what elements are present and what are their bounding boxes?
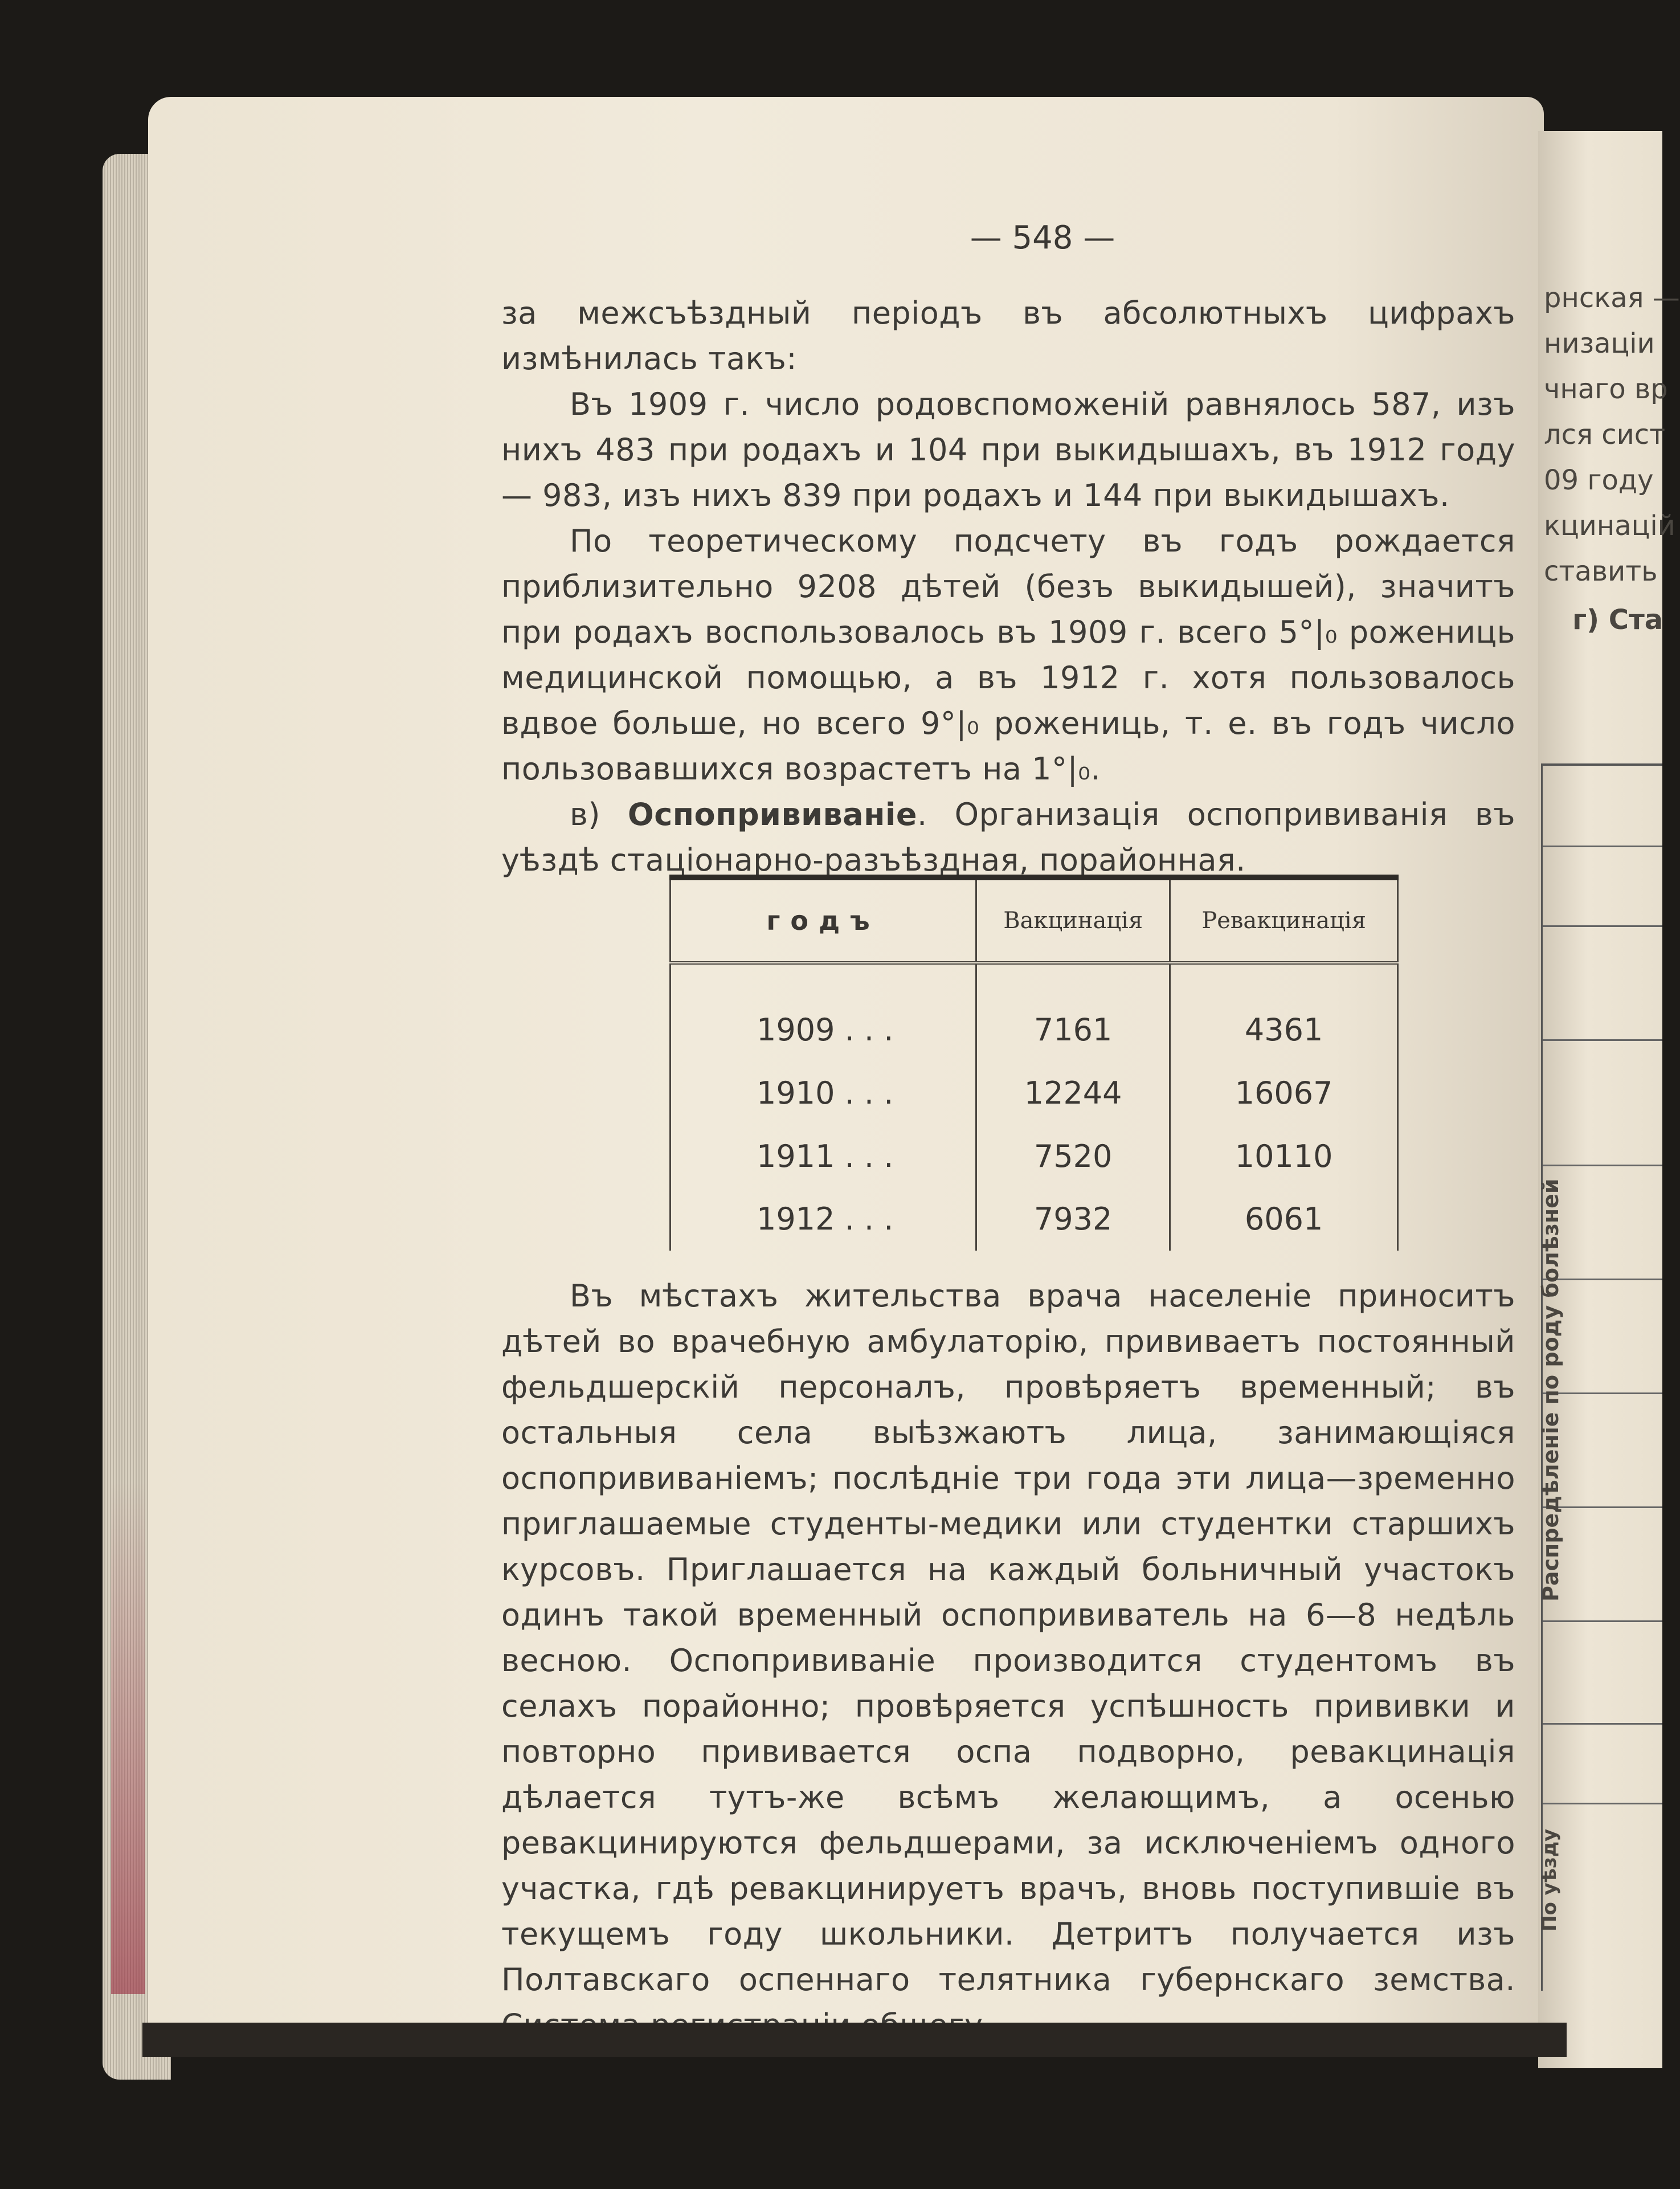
col-header-year: годъ <box>671 877 976 963</box>
cell-revaccination: 16067 <box>1170 1061 1398 1125</box>
paragraph-2: Въ 1909 г. число родовспоможеній равнялось 587, изъ нихъ 483 при родахъ и 104 при выкидышахъ, въ 1912 году— 983, изъ нихъ 839 при родахъ и 144 при выкидышахъ. <box>501 386 1515 513</box>
adjacent-line: чнаго вр <box>1544 373 1668 405</box>
section-paragraph <box>501 792 1515 883</box>
cell-revaccination: 4361 <box>1170 963 1398 1061</box>
table-row <box>671 1187 1398 1251</box>
adjacent-line: лся сист <box>1544 419 1666 451</box>
grid-cell <box>1543 925 1662 1041</box>
closing-paragraph: Въ мѣстахъ жительства врача населеніе приноситъ дѣтей во врачебную амбулаторію, прививаетъ постоянный фельдшерскій персоналъ, провѣряетъ временный; въ остальныя села выѣзжаютъ лица, занимающіяся оспопрививаніемъ; послѣдніе три года эти лица—зременно приглашаемые студенты-медики или студентки старшихъ курсовъ. Приглашается на каждый больничный участокъ одинъ такой временный оспопрививатель на 6—8 недѣль весною. Оспопрививаніе производится студентомъ въ селахъ порайонно; провѣряется успѣшность прививки и повторно прививается оспа подворно, ревакцинація дѣлается тутъ-же всѣмъ желающимъ, а осенью ревакцинируются фельдшерами, за исключеніемъ одного участка, гдѣ ревакцинируетъ врачъ, вновь поступившіе въ текущемъ году школьники. Детритъ получается изъ Полтавскаго оспеннаго телятника губернскаго земства. <box>501 1278 1515 1998</box>
cell-year: 1909 . . . <box>671 963 976 1061</box>
adjacent-vertical-label: Распредѣленіе по роду болѣзней <box>1538 1178 1563 1602</box>
cell-vaccination: 7520 <box>976 1125 1170 1188</box>
page-body-continued <box>501 1273 1515 2048</box>
adjacent-line: низаціи <box>1544 328 1655 360</box>
adjacent-line: рнская — <box>1544 282 1680 314</box>
adjacent-subheading: г) Ста <box>1572 604 1663 636</box>
section-text: . Организація оспопрививанія въ уѣздѣ стаціонарно-разъѣздная, порайонная. <box>501 797 1515 878</box>
page-number: — 548 — <box>970 219 1115 256</box>
adjacent-line: 09 году <box>1544 464 1654 496</box>
page-body <box>501 291 1515 883</box>
adjacent-line: кцинацій <box>1544 510 1675 542</box>
vaccination-table <box>669 875 1399 1251</box>
cell-vaccination: 7932 <box>976 1187 1170 1251</box>
cell-year: 1912 . . . <box>671 1187 976 1251</box>
table-row <box>671 1125 1398 1188</box>
book-spine <box>111 1481 145 1994</box>
cell-revaccination: 6061 <box>1170 1187 1398 1251</box>
section-title: Оспопрививаніе <box>627 797 918 832</box>
grid-cell <box>1543 1723 1662 1804</box>
paragraph-3: По теоретическому подсчету въ годъ рождается приблизительно 9208 дѣтей (безъ выкидышей), значитъ при родахъ воспользовалось въ 1909 г. всего 5°|₀ рожениць медицинской помощью, а въ 1912 г. хотя пользовалось вдвое больше, но всего 9°|₀ рожениць, т. е. въ годъ число пользовавшихся возрастетъ на 1°|₀. <box>501 523 1515 787</box>
cell-year: 1910 . . . <box>671 1061 976 1125</box>
cell-vaccination: 7161 <box>976 963 1170 1061</box>
cell-revaccination: 10110 <box>1170 1125 1398 1188</box>
cell-vaccination: 12244 <box>976 1061 1170 1125</box>
cell-year: 1911 . . . <box>671 1125 976 1188</box>
adjacent-page <box>1538 131 1680 2068</box>
grid-cell <box>1543 766 1662 847</box>
book-bottom-edge <box>142 2023 1567 2057</box>
table-row <box>671 963 1398 1061</box>
adjacent-line: ставить <box>1544 556 1658 587</box>
adjacent-vertical-label-2: По уѣзду <box>1538 1828 1561 1932</box>
section-label: в) <box>570 797 600 832</box>
grid-cell <box>1543 846 1662 927</box>
table-row <box>671 1061 1398 1125</box>
paragraph-1: за межсъѣздный періодъ въ абсолютныхъ цифрахъ измѣнилась такъ: <box>501 295 1515 377</box>
col-header-vaccination: Вакцинація <box>976 877 1170 963</box>
col-header-revaccination: Ревакцинація <box>1170 877 1398 963</box>
